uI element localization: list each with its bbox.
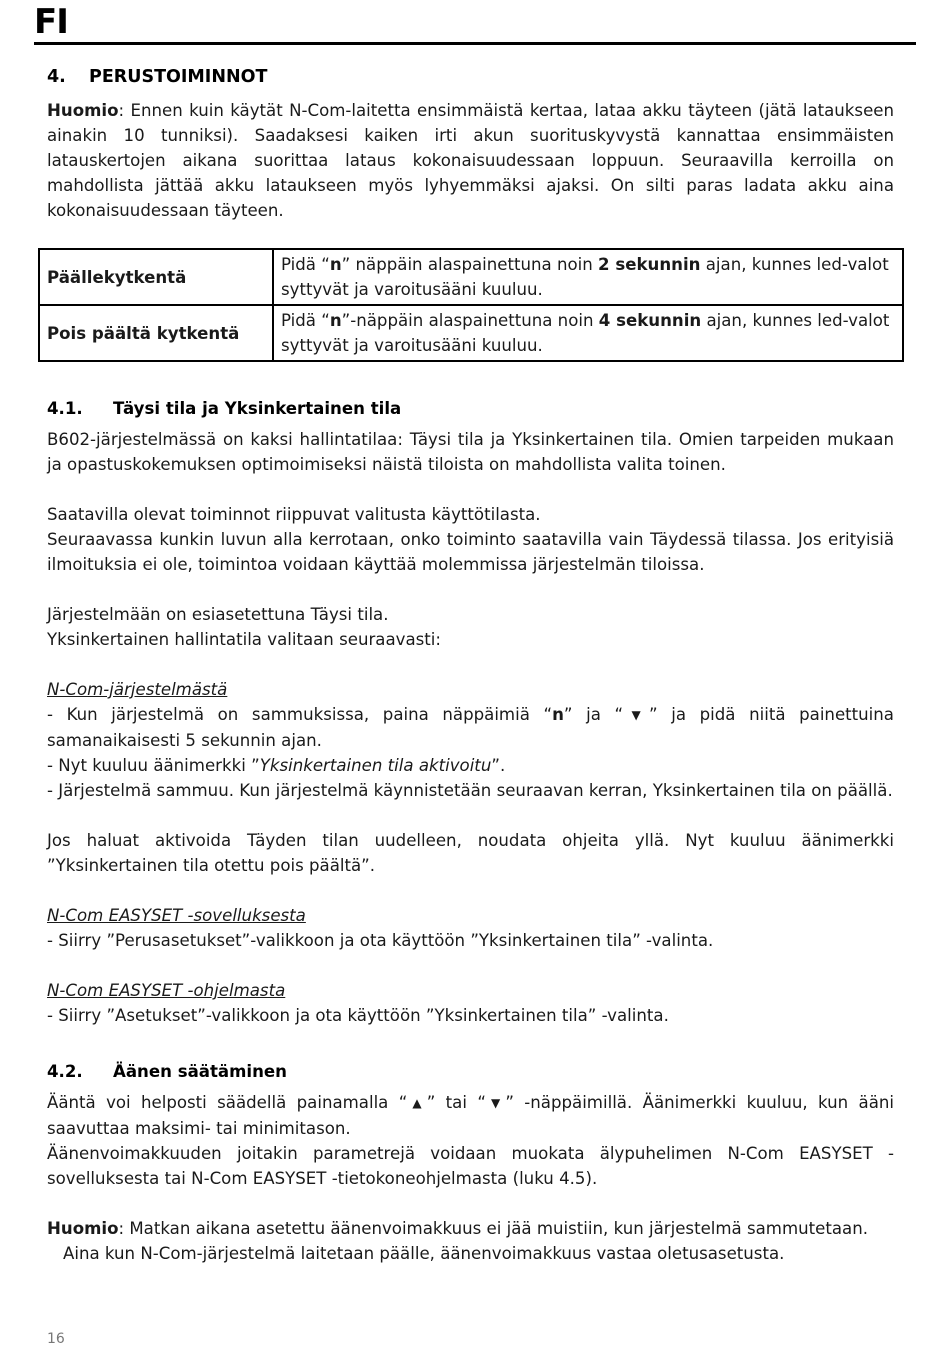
header-rule xyxy=(34,42,916,45)
paragraph-text: ” tai “ xyxy=(426,1093,486,1112)
paragraph-text: Ääntä voi helposti säädellä painamalla “ xyxy=(47,1093,408,1112)
section-4-2-heading xyxy=(47,1059,894,1085)
instruction-line: - Siirry ”Asetukset”-valikkoon ja ota käyttöön ”Yksinkertainen tila” -valinta. xyxy=(47,1006,669,1025)
paragraph: B602-järjestelmässä on kaksi hallintatilaa: Täysi tila ja Yksinkertainen tila. Omien tarpeiden mukaan ja opastuskokemuksen optimoimiseksi näistä tiloista on mahdollista valita toinen. xyxy=(47,430,894,474)
down-arrow-icon: ▼ xyxy=(485,1096,506,1110)
paragraph: Äänenvoimakkuuden joitakin parametrejä voidaan muokata älypuhelimen N-Com EASYSET -sovelluksesta tai N-Com EASYSET -tietokoneohjelmasta (luku 4.5). xyxy=(47,1144,894,1188)
note-text: : Ennen kuin käytät N-Com-laitetta ensimmäistä kertaa, lataa akku täyteen (jätä lataukseen ainakin 10 tunniksi). Saadaksesi kaiken irti akun suorituskyvystä kannattaa ensimmäisten latauskertojen aikana suorittaa lataus kokonaisuudessaan loppuun. Seuraavilla kerroilla on mahdollista jättää akku lataukseen myös lyhyemmäksi ajaksi. On silti paras ladata akku aina kokonaisuudessaan täyteen. xyxy=(47,101,894,220)
power-on-description xyxy=(273,249,903,305)
volume-note xyxy=(47,1216,894,1266)
subheading-device: N-Com-järjestelmästä xyxy=(47,680,228,699)
instruction-line xyxy=(47,753,894,778)
down-arrow-icon: ▼ xyxy=(623,708,650,722)
duration: 2 sekunnin xyxy=(598,255,701,274)
instruction-text: ”. xyxy=(491,756,506,775)
desc-text: Pidä “ xyxy=(281,255,330,274)
section-number: 4.1. xyxy=(47,399,83,418)
table-row xyxy=(39,305,903,361)
desc-text: ”-näppäin alaspainettuna noin xyxy=(341,311,599,330)
instruction-text: ” ja “ xyxy=(563,705,624,724)
paragraph: Jos haluat aktivoida Täyden tilan uudelleen, noudata ohjeita yllä. Nyt kuuluu äänimerkki ”Yksinkertainen tila otettu pois päältä”. xyxy=(47,831,894,875)
n-key: n xyxy=(552,705,564,724)
power-off-label: Pois päältä kytkentä xyxy=(39,305,273,361)
n-key: n xyxy=(329,311,342,330)
note-label: Huomio xyxy=(47,1219,119,1238)
section-number: 4. xyxy=(47,67,66,87)
instruction-text: - Kun järjestelmä on sammuksissa, paina näppäimiä “ xyxy=(47,705,553,724)
section-title: Täysi tila ja Yksinkertainen tila xyxy=(113,399,402,418)
desc-text: Pidä “ xyxy=(281,311,330,330)
instruction-text: - Nyt kuuluu äänimerkki ” xyxy=(47,756,260,775)
desc-text: ” näppäin alaspainettuna noin xyxy=(341,255,599,274)
tone-message: Yksinkertainen tila aktivoitu xyxy=(259,756,492,775)
page-content xyxy=(47,64,894,1266)
section-title: Äänen säätäminen xyxy=(113,1062,287,1081)
instruction-text: ” ja pidä niitä painettuina samanaikaisesti 5 sekunnin ajan. xyxy=(47,705,894,750)
paragraph: Seuraavassa kunkin luvun alla kerrotaan, onko toiminto saatavilla vain Täydessä tilassa. Jos erityisiä ilmoituksia ei ole, toimintoa voidaan käyttää molemmissa järjestelmän tiloissa. xyxy=(47,530,894,574)
subheading-software: N-Com EASYSET -ohjelmasta xyxy=(47,981,286,1000)
page-number: 16 xyxy=(47,1331,65,1347)
instruction-line xyxy=(47,702,894,753)
section-number: 4.2. xyxy=(47,1062,83,1081)
paragraph: Järjestelmään on esiasetettuna Täysi tila. xyxy=(47,605,389,624)
instruction-line: - Järjestelmä sammuu. Kun järjestelmä käynnistetään seuraavan kerran, Yksinkertainen tila on päällä. xyxy=(47,781,893,800)
instruction-line: - Siirry ”Perusasetukset”-valikkoon ja ota käyttöön ”Yksinkertainen tila” -valinta. xyxy=(47,931,714,950)
paragraph xyxy=(47,1090,894,1141)
table-row xyxy=(39,249,903,305)
subheading-app: N-Com EASYSET -sovelluksesta xyxy=(47,906,306,925)
duration: 4 sekunnin xyxy=(598,311,702,330)
charging-note xyxy=(47,98,894,223)
paragraph: Yksinkertainen hallintatila valitaan seuraavasti: xyxy=(47,630,441,649)
section-4-heading xyxy=(47,64,894,90)
n-key: n xyxy=(329,255,342,274)
up-arrow-icon: ▲ xyxy=(407,1096,427,1110)
section-title: PERUSTOIMINNOT xyxy=(89,67,268,87)
language-code: FI xyxy=(34,2,68,42)
desc-text: ajan, kunnes led-valot syttyvät ja varoitusääni kuuluu. xyxy=(281,255,889,299)
section-4-1-heading xyxy=(47,396,894,422)
power-table xyxy=(38,248,904,362)
paragraph: Saatavilla olevat toiminnot riippuvat valitusta käyttötilasta. xyxy=(47,505,541,524)
power-off-description xyxy=(273,305,903,361)
power-on-label: Päällekytkentä xyxy=(39,249,273,305)
desc-text: ajan, kunnes led-valot syttyvät ja varoitusääni kuuluu. xyxy=(281,311,890,355)
note-text: : Matkan aikana asetettu äänenvoimakkuus ei jää muistiin, kun järjestelmä sammutetaan. Aina kun N-Com-järjestelmä laitetaan päälle, äänenvoimakkuus vastaa oletusasetusta. xyxy=(63,1219,869,1263)
note-label: Huomio xyxy=(47,101,119,120)
paragraph-text: ” -näppäimillä. Äänimerkki kuuluu, kun ääni saavuttaa maksimi- tai minimitason. xyxy=(47,1093,895,1138)
